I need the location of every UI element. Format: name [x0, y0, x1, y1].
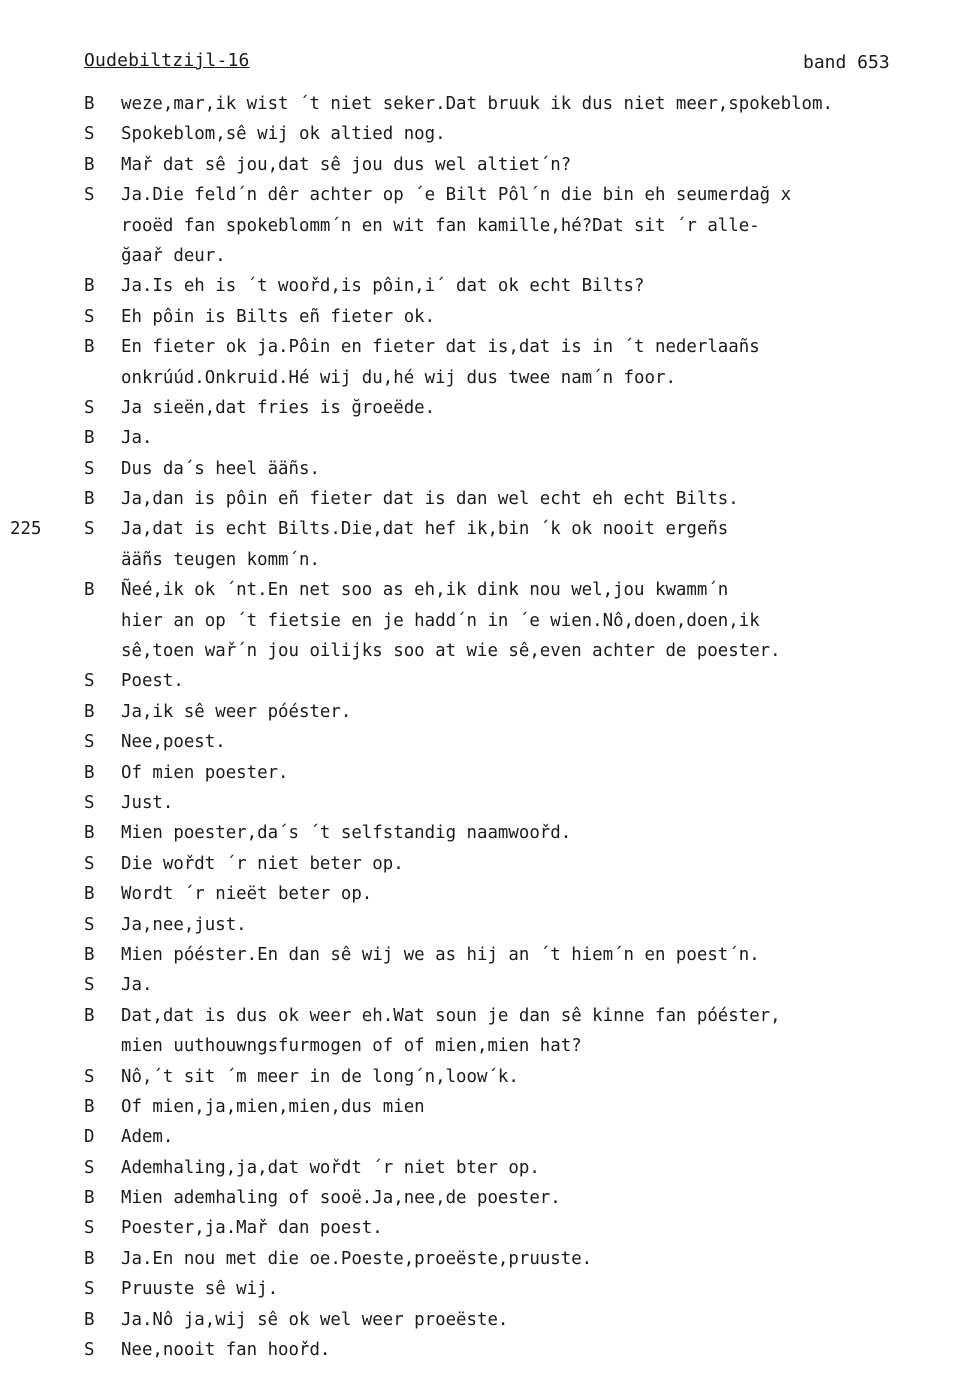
- utterance-text: Nô,´t sit ´m meer in de long´n,loow´k.: [121, 1066, 519, 1087]
- utterance-text: rooëd fan spokeblomm´n en wit fan kamille,hé?Dat sit ´r alle-: [121, 215, 760, 236]
- speaker-label: S: [84, 397, 95, 418]
- transcript-line: [84, 1183, 969, 1213]
- utterance-text: Wordt ´r nieët beter op.: [121, 884, 373, 905]
- utterance-text: Poester,ja.Mař dan poest.: [121, 1218, 383, 1239]
- transcript-line: [84, 89, 969, 119]
- speaker-label: S: [84, 792, 95, 813]
- speaker-label: S: [84, 458, 95, 479]
- speaker-label: B: [84, 276, 95, 297]
- utterance-text: Nee,poest.: [121, 732, 226, 753]
- transcript-line: [84, 271, 969, 301]
- transcript-line: [84, 940, 969, 970]
- speaker-label: B: [84, 701, 95, 722]
- utterance-text: Ja.: [121, 428, 153, 449]
- utterance-text: Mien poester,da´s ´t selfstandig naamwoořd.: [121, 823, 572, 844]
- transcript-line: [84, 454, 969, 484]
- utterance-text: Just.: [121, 792, 174, 813]
- transcript-line: [84, 910, 969, 940]
- transcript-line: [84, 1153, 969, 1183]
- transcript-line: [84, 970, 969, 1000]
- transcript-line: [84, 241, 969, 271]
- document-title: Oudebiltzijl-16: [84, 50, 250, 71]
- speaker-label: B: [84, 1309, 95, 1330]
- speaker-label: S: [84, 519, 95, 540]
- utterance-text: Ja,dan is pôin eñ fieter dat is dan wel echt eh echt Bilts.: [121, 489, 739, 510]
- speaker-label: B: [84, 580, 95, 601]
- speaker-label: S: [84, 853, 95, 874]
- utterance-text: hier an op ´t fietsie en je hadd´n in ´e wien.Nô,doen,doen,ik: [121, 610, 760, 631]
- transcript-line: [84, 1305, 969, 1335]
- transcript-body: [10, 89, 969, 1365]
- utterance-text: En fieter ok ja.Pôin en fieter dat is,dat is in ´t nederlaañs: [121, 337, 760, 358]
- utterance-text: Eh pôin is Bilts eñ fieter ok.: [121, 306, 436, 327]
- transcript-line: [84, 119, 969, 149]
- speaker-label: B: [84, 1005, 95, 1026]
- transcript-line: [84, 818, 969, 848]
- speaker-label: D: [84, 1127, 95, 1148]
- transcript-line: [84, 1092, 969, 1122]
- speaker-label: S: [84, 1279, 95, 1300]
- utterance-text: Pruuste sê wij.: [121, 1279, 279, 1300]
- speaker-label: S: [84, 1157, 95, 1178]
- transcript-line: [84, 636, 969, 666]
- speaker-label: S: [84, 671, 95, 692]
- transcript-line: [84, 332, 969, 362]
- speaker-label: S: [84, 732, 95, 753]
- utterance-text: Die wořdt ´r niet beter op.: [121, 853, 404, 874]
- speaker-label: B: [84, 884, 95, 905]
- utterance-text: Ja sieën,dat fries is ğroeëde.: [121, 397, 436, 418]
- speaker-label: B: [84, 154, 95, 175]
- speaker-label: B: [84, 1248, 95, 1269]
- utterance-text: ääñs teugen komm´n.: [121, 549, 320, 570]
- band-number: band 653: [803, 52, 890, 73]
- utterance-text: Ja.: [121, 975, 153, 996]
- speaker-label: S: [84, 1218, 95, 1239]
- speaker-label: B: [84, 762, 95, 783]
- transcript-line: [84, 666, 969, 696]
- speaker-label: B: [84, 94, 95, 114]
- transcript-line: [84, 211, 969, 241]
- transcript-line: [84, 1031, 969, 1061]
- utterance-text: Ja,dat is echt Bilts.Die,dat hef ik,bin ´k ok nooit ergeñs: [121, 519, 729, 540]
- transcript-line: [84, 606, 969, 636]
- transcript-line: [84, 1122, 969, 1152]
- utterance-text: Ñeé,ik ok ´nt.En net soo as eh,ik dink nou wel,jou kwamm´n: [121, 580, 729, 601]
- speaker-label: B: [84, 1188, 95, 1209]
- speaker-label: S: [84, 1340, 95, 1361]
- transcript-line: [84, 1062, 969, 1092]
- transcript-line: [84, 1213, 969, 1243]
- transcript-line: [84, 545, 969, 575]
- transcript-line: [84, 849, 969, 879]
- speaker-label: S: [84, 975, 95, 996]
- speaker-label: B: [84, 428, 95, 449]
- transcript-line: [84, 788, 969, 818]
- margin-line-number: 225: [10, 519, 42, 540]
- transcript-line: [84, 393, 969, 423]
- speaker-label: B: [84, 489, 95, 510]
- utterance-text: mien uuthouwngsfurmogen of of mien,mien hat?: [121, 1036, 582, 1057]
- utterance-text: Of mien poester.: [121, 762, 289, 783]
- utterance-text: Mař dat sê jou,dat sê jou dus wel altiet´n?: [121, 154, 572, 175]
- speaker-label: B: [84, 944, 95, 965]
- utterance-text: Ademhaling,ja,dat wořdt ´r niet bter op.: [121, 1157, 540, 1178]
- utterance-text: Dus da´s heel ääñs.: [121, 458, 320, 479]
- speaker-label: B: [84, 1096, 95, 1117]
- transcript-line: [10, 514, 969, 544]
- transcript-line: [84, 484, 969, 514]
- transcript-line: [84, 727, 969, 757]
- utterance-text: Nee,nooit fan hoořd.: [121, 1340, 331, 1361]
- speaker-label: B: [84, 823, 95, 844]
- utterance-text: Ja.En nou met die oe.Poeste,proeëste,pruuste.: [121, 1248, 593, 1269]
- speaker-label: B: [84, 337, 95, 358]
- utterance-text: weze,mar,ik wist ´t niet seker.Dat bruuk ik dus niet meer,spokeblom.: [121, 94, 833, 114]
- speaker-label: S: [84, 1066, 95, 1087]
- utterance-text: Ja,ik sê weer póéster.: [121, 701, 352, 722]
- transcript-line: [84, 150, 969, 180]
- transcript-line: [84, 180, 969, 210]
- transcript-line: [84, 302, 969, 332]
- utterance-text: Of mien,ja,mien,mien,dus mien: [121, 1096, 425, 1117]
- speaker-label: S: [84, 306, 95, 327]
- utterance-text: Spokeblom,sê wij ok altied nog.: [121, 124, 446, 145]
- utterance-text: Dat,dat is dus ok weer eh.Wat soun je dan sê kinne fan póéster,: [121, 1005, 781, 1026]
- speaker-label: S: [84, 185, 95, 206]
- speaker-label: S: [84, 124, 95, 145]
- utterance-text: sê,toen wař´n jou oilijks soo at wie sê,even achter de poester.: [121, 641, 781, 662]
- utterance-text: ğaař deur.: [121, 245, 226, 266]
- transcript-line: [84, 423, 969, 453]
- transcript-line: [84, 363, 969, 393]
- transcript-line: [84, 1001, 969, 1031]
- transcript-line: [84, 1335, 969, 1365]
- utterance-text: Adem.: [121, 1127, 174, 1148]
- transcript-line: [84, 758, 969, 788]
- utterance-text: Ja.Nô ja,wij sê ok wel weer proeëste.: [121, 1309, 509, 1330]
- utterance-text: Mien póéster.En dan sê wij we as hij an ´t hiem´n en poest´n.: [121, 944, 760, 965]
- utterance-text: Ja,nee,just.: [121, 914, 247, 935]
- utterance-text: Ja.Die feld´n dêr achter op ´e Bilt Pôl´n die bin eh seumerdağ x: [121, 185, 792, 206]
- transcript-line: [84, 879, 969, 909]
- utterance-text: Mien ademhaling of sooë.Ja,nee,de poester.: [121, 1188, 561, 1209]
- transcript-line: [84, 697, 969, 727]
- speaker-label: S: [84, 914, 95, 935]
- utterance-text: Poest.: [121, 671, 184, 692]
- utterance-text: onkrúúd.Onkruid.Hé wij du,hé wij dus twee nam´n foor.: [121, 367, 676, 388]
- transcript-line: [84, 1274, 969, 1304]
- utterance-text: Ja.Is eh is ´t woořd,is pôin,i´ dat ok echt Bilts?: [121, 276, 645, 297]
- transcript-line: [84, 575, 969, 605]
- transcript-line: [84, 1244, 969, 1274]
